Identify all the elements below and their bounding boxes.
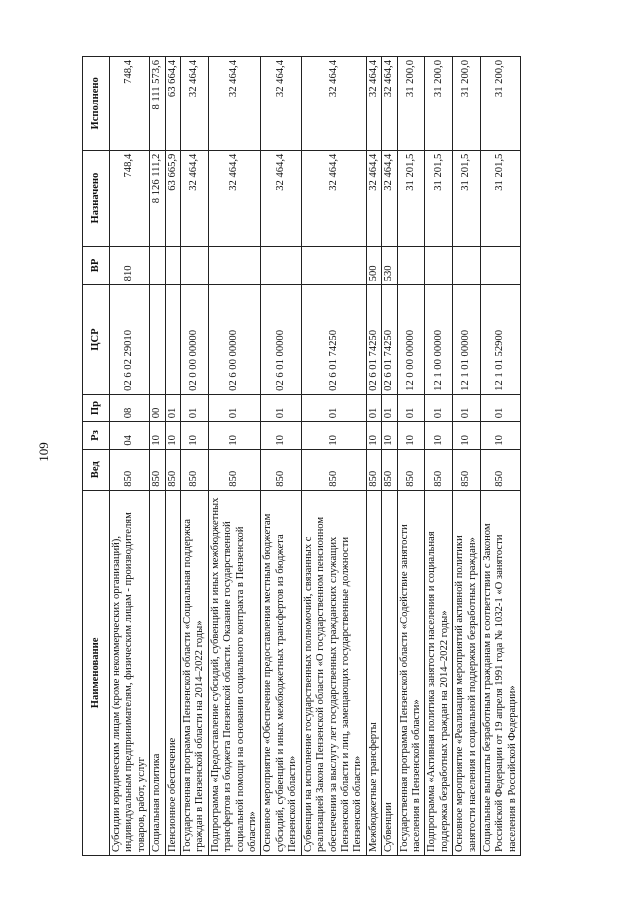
- cell-rz: 10: [453, 422, 481, 449]
- cell-pr: 01: [382, 394, 397, 421]
- table-row: [382, 57, 397, 856]
- table-row: [150, 57, 165, 856]
- table-row: [110, 57, 150, 856]
- header-vr: ВР: [83, 246, 110, 285]
- cell-name: Социальная политика: [150, 490, 165, 855]
- cell-vr: [480, 246, 520, 285]
- cell-name: Субсидии юридическим лицам (кроме некоммерческих организаций), индивидуальным предпринимателям, физическим лицам - производителям товаров, работ, услуг: [110, 490, 150, 855]
- cell-pr: 01: [366, 394, 381, 421]
- cell-rz: 04: [110, 422, 150, 449]
- table-row: [261, 57, 301, 856]
- table-row: [366, 57, 381, 856]
- cell-name: Социальные выплаты безработным гражданам в соответствии с Законом Российской Федерации от 19 апреля 1991 года № 1032-1 «О занятости населения в Российской Федерации»: [480, 490, 520, 855]
- cell-csr: 02 6 01 00000: [261, 285, 301, 395]
- cell-vr: 810: [110, 246, 150, 285]
- cell-executed: 32 464,4: [261, 57, 301, 151]
- table-header-row: [83, 57, 110, 856]
- cell-rz: 10: [397, 422, 425, 449]
- table-row: [480, 57, 520, 856]
- cell-name: Основное мероприятие «Реализация мероприятий активной политики занятости населения и социальной поддержки безработных граждан»: [453, 490, 481, 855]
- cell-rz: 10: [480, 422, 520, 449]
- cell-rz: 10: [165, 422, 180, 449]
- cell-name: Субвенции: [382, 490, 397, 855]
- cell-name: Государственная программа Пензенской области «Социальная поддержка граждан в Пензенской области на 2014–2022 годы»: [181, 490, 209, 855]
- header-pr: Пр: [83, 394, 110, 421]
- cell-executed: 32 464,4: [382, 57, 397, 151]
- cell-name: Государственная программа Пензенской области «Содействие занятости населения в Пензенской области»: [397, 490, 425, 855]
- header-name: Наименование: [83, 490, 110, 855]
- cell-pr: 01: [480, 394, 520, 421]
- cell-csr: 12 1 00 00000: [425, 285, 453, 395]
- cell-name: Основное мероприятие «Обеспечение предоставления местным бюджетам субсидий, субвенций и иных межбюджетных трансфертов из бюджета Пензенской области»: [261, 490, 301, 855]
- cell-csr: [165, 285, 180, 395]
- cell-rz: 10: [301, 422, 366, 449]
- cell-vr: [150, 246, 165, 285]
- cell-vr: 500: [366, 246, 381, 285]
- cell-pr: 01: [261, 394, 301, 421]
- header-ved: Вед: [83, 449, 110, 490]
- cell-assigned: 32 464,4: [366, 150, 381, 246]
- cell-csr: 02 6 00 00000: [208, 285, 261, 395]
- cell-assigned: 748,4: [110, 150, 150, 246]
- cell-rz: 10: [261, 422, 301, 449]
- cell-ved: 850: [366, 449, 381, 490]
- header-executed: Исполнено: [83, 57, 110, 151]
- table-row: [397, 57, 425, 856]
- cell-executed: 31 200,0: [480, 57, 520, 151]
- cell-ved: 850: [453, 449, 481, 490]
- cell-executed: 32 464,4: [208, 57, 261, 151]
- cell-rz: 10: [208, 422, 261, 449]
- cell-ved: 850: [382, 449, 397, 490]
- cell-pr: 01: [165, 394, 180, 421]
- cell-vr: [453, 246, 481, 285]
- cell-assigned: 31 201,5: [453, 150, 481, 246]
- header-rz: Рз: [83, 422, 110, 449]
- cell-executed: 32 464,4: [181, 57, 209, 151]
- cell-assigned: 31 201,5: [397, 150, 425, 246]
- cell-assigned: 32 464,4: [301, 150, 366, 246]
- cell-name: Подпрограмма «Активная политика занятости населения и социальная поддержка безработных граждан на 2014–2022 годы»: [425, 490, 453, 855]
- table-row: [165, 57, 180, 856]
- cell-ved: 850: [165, 449, 180, 490]
- cell-csr: 12 0 00 00000: [397, 285, 425, 395]
- cell-pr: 00: [150, 394, 165, 421]
- rotated-table-container: [82, 56, 602, 856]
- table-row: [181, 57, 209, 856]
- cell-ved: 850: [261, 449, 301, 490]
- cell-executed: 31 200,0: [397, 57, 425, 151]
- cell-vr: [165, 246, 180, 285]
- cell-rz: 10: [366, 422, 381, 449]
- cell-pr: 01: [425, 394, 453, 421]
- cell-pr: 01: [208, 394, 261, 421]
- cell-name: Межбюджетные трансферты: [366, 490, 381, 855]
- table-row: [208, 57, 261, 856]
- cell-ved: 850: [150, 449, 165, 490]
- cell-pr: 01: [397, 394, 425, 421]
- cell-vr: [397, 246, 425, 285]
- cell-assigned: 63 665,9: [165, 150, 180, 246]
- cell-csr: 02 0 00 00000: [181, 285, 209, 395]
- table-row: [453, 57, 481, 856]
- cell-csr: 02 6 01 74250: [366, 285, 381, 395]
- header-assigned: Назначено: [83, 150, 110, 246]
- cell-vr: [181, 246, 209, 285]
- cell-vr: [425, 246, 453, 285]
- cell-vr: [261, 246, 301, 285]
- cell-pr: 01: [181, 394, 209, 421]
- cell-csr: 02 6 01 74250: [382, 285, 397, 395]
- cell-vr: [208, 246, 261, 285]
- cell-rz: 10: [150, 422, 165, 449]
- cell-assigned: 8 126 111,2: [150, 150, 165, 246]
- cell-name: Субвенции на исполнение государственных полномочий, связанных с реализацией Закона Пензенской области «О государственном пенсионном обеспечении за выслугу лет государственных гражданских служащих Пензенской области и лиц, замещающих государственные должности Пензенской области»: [301, 490, 366, 855]
- cell-csr: 02 6 01 74250: [301, 285, 366, 395]
- table-row: [425, 57, 453, 856]
- cell-ved: 850: [110, 449, 150, 490]
- cell-ved: 850: [301, 449, 366, 490]
- header-csr: ЦСР: [83, 285, 110, 395]
- cell-ved: 850: [208, 449, 261, 490]
- cell-assigned: 32 464,4: [208, 150, 261, 246]
- cell-csr: 12 1 01 00000: [453, 285, 481, 395]
- cell-name: Подпрограмма «Предоставление субсидий, субвенций и иных межбюджетных трансфертов из бюджета Пензенской области. Оказание государственной социальной помощи на основании социального контракта в Пензенской области»: [208, 490, 261, 855]
- budget-table: [82, 56, 521, 856]
- cell-ved: 850: [397, 449, 425, 490]
- cell-executed: 63 664,4: [165, 57, 180, 151]
- page-number: 109: [36, 442, 51, 462]
- cell-assigned: 31 201,5: [425, 150, 453, 246]
- cell-assigned: 32 464,4: [261, 150, 301, 246]
- cell-assigned: 32 464,4: [181, 150, 209, 246]
- cell-executed: 32 464,4: [301, 57, 366, 151]
- cell-pr: 01: [453, 394, 481, 421]
- cell-csr: 12 1 01 52900: [480, 285, 520, 395]
- cell-ved: 850: [425, 449, 453, 490]
- table-row: [301, 57, 366, 856]
- cell-assigned: 32 464,4: [382, 150, 397, 246]
- cell-executed: 32 464,4: [366, 57, 381, 151]
- cell-pr: 08: [110, 394, 150, 421]
- cell-csr: [150, 285, 165, 395]
- table-body: [110, 57, 521, 856]
- cell-rz: 10: [425, 422, 453, 449]
- cell-csr: 02 6 02 29010: [110, 285, 150, 395]
- cell-vr: [301, 246, 366, 285]
- cell-executed: 31 200,0: [425, 57, 453, 151]
- cell-executed: 31 200,0: [453, 57, 481, 151]
- cell-pr: 01: [301, 394, 366, 421]
- cell-assigned: 31 201,5: [480, 150, 520, 246]
- cell-vr: 530: [382, 246, 397, 285]
- cell-executed: 8 111 573,6: [150, 57, 165, 151]
- cell-executed: 748,4: [110, 57, 150, 151]
- cell-ved: 850: [480, 449, 520, 490]
- cell-rz: 10: [181, 422, 209, 449]
- cell-name: Пенсионное обеспечение: [165, 490, 180, 855]
- cell-rz: 10: [382, 422, 397, 449]
- cell-ved: 850: [181, 449, 209, 490]
